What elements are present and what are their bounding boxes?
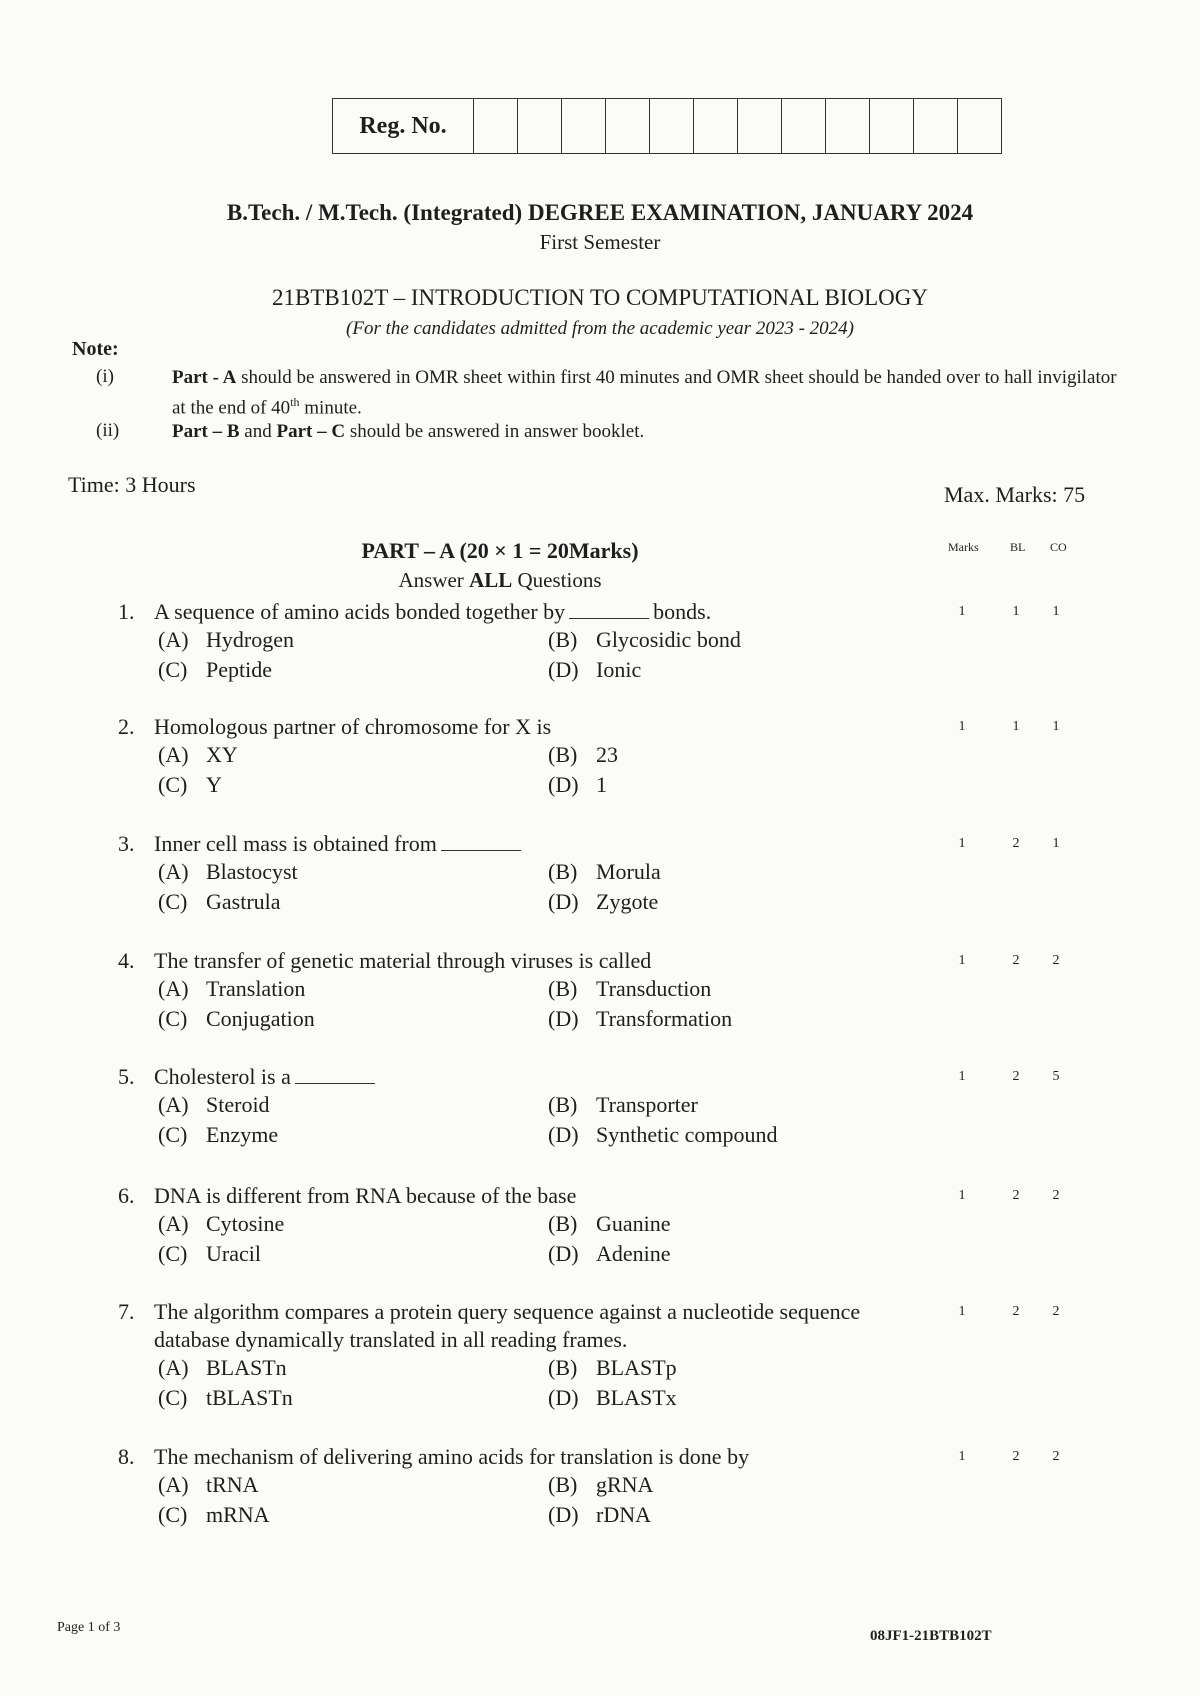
option-tag: (D) — [548, 1385, 579, 1410]
option-text: Translation — [206, 976, 306, 1001]
option-text: Peptide — [206, 657, 272, 682]
option-c — [158, 771, 548, 799]
option-tag: (A) — [158, 1472, 189, 1497]
option-d — [548, 1121, 938, 1149]
question-text-wrap — [154, 1443, 928, 1471]
question-number: 8. — [118, 1444, 135, 1469]
option-a — [158, 741, 548, 769]
reg-no-cell[interactable] — [781, 99, 825, 153]
note-text — [172, 420, 1132, 444]
reg-no-cell[interactable] — [605, 99, 649, 153]
option-a — [158, 1210, 548, 1238]
note-bold: Part - A — [172, 367, 237, 388]
reg-no-cell[interactable] — [649, 99, 693, 153]
option-a — [158, 1471, 548, 1499]
option-text: Uracil — [206, 1241, 261, 1266]
semester: First Semester — [539, 230, 661, 254]
option-text: 23 — [596, 742, 618, 767]
option-d — [548, 1005, 938, 1033]
question-stem — [118, 713, 928, 741]
option-tag: (C) — [158, 889, 188, 914]
question-bl: 1 — [1012, 604, 1020, 619]
question-text-wrap — [154, 830, 928, 858]
question-number: 2. — [118, 714, 135, 739]
question-marks: 1 — [958, 604, 966, 619]
option-text: Transformation — [596, 1006, 733, 1031]
option-c — [158, 1501, 548, 1529]
option-c — [158, 1240, 548, 1268]
option-tag: (B) — [548, 1211, 578, 1236]
note-body: should be answered in OMR sheet within first 40 minutes and OMR sheet should be handed over to hall invigilator at the end of 40 — [172, 367, 1117, 419]
option-text: Zygote — [596, 889, 659, 914]
option-d — [548, 1240, 938, 1268]
question-number: 1. — [118, 599, 135, 624]
option-tag: (A) — [158, 976, 189, 1001]
option-tag: (D) — [548, 1502, 579, 1527]
option-c — [158, 888, 548, 916]
question-marks: 1 — [958, 1304, 966, 1319]
option-tag: (C) — [158, 1502, 188, 1527]
option-text: BLASTx — [596, 1385, 677, 1410]
option-text: Steroid — [206, 1092, 270, 1117]
option-a — [158, 975, 548, 1003]
option-b — [548, 741, 938, 769]
option-text: Transporter — [596, 1092, 698, 1117]
question-bl: 2 — [1012, 1069, 1020, 1084]
reg-no-cell[interactable] — [913, 99, 957, 153]
option-text: Guanine — [596, 1211, 671, 1236]
question-number: 3. — [118, 831, 135, 856]
option-tag: (A) — [158, 1211, 189, 1236]
option-tag: (B) — [548, 627, 578, 652]
question-text-wrap — [154, 947, 928, 975]
option-b — [548, 1471, 938, 1499]
note-num: (ii) — [96, 420, 120, 441]
reg-no-box — [332, 98, 1002, 154]
question-text-after: bonds. — [653, 599, 712, 624]
option-tag: (A) — [158, 742, 189, 767]
instr-pre: Answer — [398, 568, 470, 592]
reg-no-cell[interactable] — [561, 99, 605, 153]
time-duration: Time: 3 Hours — [68, 472, 196, 497]
question-stem — [118, 1298, 928, 1354]
option-b — [548, 1354, 938, 1382]
option-b — [548, 1210, 938, 1238]
col-header-co: CO — [1050, 540, 1067, 554]
option-a — [158, 1091, 548, 1119]
instr-post: Questions — [512, 568, 602, 592]
options — [158, 1091, 928, 1149]
question-number: 6. — [118, 1183, 135, 1208]
paper-code: 08JF1-21BTB102T — [870, 1628, 992, 1644]
option-text: Y — [206, 772, 222, 797]
option-tag: (D) — [548, 657, 579, 682]
question-co: 2 — [1052, 1304, 1060, 1319]
question-number: 5. — [118, 1064, 135, 1089]
option-text: rDNA — [596, 1502, 651, 1527]
question-1 — [118, 598, 928, 684]
option-b — [548, 858, 938, 886]
reg-no-cell[interactable] — [517, 99, 561, 153]
question-marks: 1 — [958, 1069, 966, 1084]
options — [158, 626, 928, 684]
question-marks: 1 — [958, 836, 966, 851]
option-d — [548, 888, 938, 916]
question-2 — [118, 713, 928, 799]
answer-blank — [569, 600, 649, 619]
option-text: BLASTp — [596, 1355, 677, 1380]
question-co: 1 — [1052, 719, 1060, 734]
question-co: 2 — [1052, 953, 1060, 968]
question-text: Homologous partner of chromosome for X is — [154, 714, 552, 739]
part-a-title: PART – A (20 × 1 = 20Marks) — [361, 538, 639, 563]
question-text-wrap — [154, 598, 928, 626]
question-text: The mechanism of delivering amino acids for translation is done by — [154, 1444, 750, 1469]
option-c — [158, 1005, 548, 1033]
option-text: Enzyme — [206, 1122, 279, 1147]
question-bl: 2 — [1012, 1304, 1020, 1319]
option-text: tRNA — [206, 1472, 259, 1497]
question-text-wrap — [154, 1298, 928, 1354]
note-item-2 — [96, 420, 1132, 444]
question-stem — [118, 598, 928, 626]
question-number: 7. — [118, 1299, 135, 1324]
option-c — [158, 656, 548, 684]
col-header-bl: BL — [1010, 540, 1026, 554]
question-co: 1 — [1052, 836, 1060, 851]
reg-no-cells — [473, 98, 1002, 154]
note-bold: Part – B — [172, 421, 240, 442]
question-co: 5 — [1052, 1069, 1060, 1084]
question-bl: 2 — [1012, 1449, 1020, 1464]
question-3 — [118, 830, 928, 916]
reg-no-cell[interactable] — [474, 99, 517, 153]
option-text: Blastocyst — [206, 859, 298, 884]
option-tag: (C) — [158, 1006, 188, 1031]
question-text-wrap — [154, 713, 928, 741]
option-a — [158, 626, 548, 654]
question-4 — [118, 947, 928, 1033]
option-d — [548, 771, 938, 799]
reg-no-label: Reg. No. — [332, 98, 473, 154]
question-co: 2 — [1052, 1188, 1060, 1203]
option-text: 1 — [596, 772, 607, 797]
option-tag: (A) — [158, 1355, 189, 1380]
question-text: Inner cell mass is obtained from — [154, 831, 437, 856]
option-tag: (C) — [158, 1122, 188, 1147]
option-text: Conjugation — [206, 1006, 315, 1031]
reg-no-cell[interactable] — [869, 99, 913, 153]
question-bl: 2 — [1012, 953, 1020, 968]
note-label: Note: — [72, 338, 119, 360]
question-text: DNA is different from RNA because of the base — [154, 1183, 577, 1208]
option-b — [548, 1091, 938, 1119]
question-number: 4. — [118, 948, 135, 973]
option-text: gRNA — [596, 1472, 654, 1497]
question-marks: 1 — [958, 719, 966, 734]
option-tag: (C) — [158, 657, 188, 682]
note-sup: th — [290, 395, 300, 409]
option-b — [548, 626, 938, 654]
option-tag: (B) — [548, 742, 578, 767]
option-text: tBLASTn — [206, 1385, 293, 1410]
question-bl: 2 — [1012, 836, 1020, 851]
reg-no-cell[interactable] — [737, 99, 781, 153]
option-d — [548, 656, 938, 684]
option-tag: (C) — [158, 1385, 188, 1410]
options — [158, 1210, 928, 1268]
option-tag: (C) — [158, 772, 188, 797]
answer-blank — [441, 832, 521, 851]
question-stem — [118, 947, 928, 975]
options — [158, 975, 928, 1033]
part-a-instruction — [0, 568, 1000, 593]
course-title: 21BTB102T – INTRODUCTION TO COMPUTATIONAL BIOLOGY — [272, 285, 928, 310]
question-text-wrap — [154, 1182, 928, 1210]
note-mid: and — [239, 421, 277, 442]
option-tag: (D) — [548, 1006, 579, 1031]
col-header-marks: Marks — [948, 540, 979, 554]
question-bl: 1 — [1012, 719, 1020, 734]
exam-title: B.Tech. / M.Tech. (Integrated) DEGREE EXAMINATION, JANUARY 2024 — [226, 200, 974, 225]
reg-no-cell[interactable] — [825, 99, 869, 153]
question-8 — [118, 1443, 928, 1529]
note-item-1 — [96, 366, 1132, 420]
option-text: Hydrogen — [206, 627, 294, 652]
option-text: Glycosidic bond — [596, 627, 741, 652]
question-bl: 2 — [1012, 1188, 1020, 1203]
option-d — [548, 1384, 938, 1412]
option-tag: (B) — [548, 1355, 578, 1380]
options — [158, 858, 928, 916]
reg-no-cell[interactable] — [693, 99, 737, 153]
option-tag: (D) — [548, 772, 579, 797]
question-marks: 1 — [958, 1188, 966, 1203]
question-text: The transfer of genetic material through viruses is called — [154, 948, 652, 973]
option-text: Gastrula — [206, 889, 281, 914]
max-marks: Max. Marks: 75 — [944, 482, 1086, 507]
option-text: XY — [206, 742, 238, 767]
option-tag: (B) — [548, 976, 578, 1001]
instr-bold: ALL — [469, 568, 513, 592]
note-num: (i) — [96, 366, 114, 387]
question-6 — [118, 1182, 928, 1268]
options — [158, 1471, 928, 1529]
admitted-note: (For the candidates admitted from the academic year 2023 - 2024) — [346, 318, 854, 339]
option-text: BLASTn — [206, 1355, 287, 1380]
option-tag: (B) — [548, 1472, 578, 1497]
option-text: Synthetic compound — [596, 1122, 778, 1147]
question-7 — [118, 1298, 928, 1412]
note-tail: minute. — [299, 397, 362, 419]
option-d — [548, 1501, 938, 1529]
question-text: A sequence of amino acids bonded together by — [154, 599, 566, 624]
option-text: Adenine — [596, 1241, 671, 1266]
question-stem — [118, 1182, 928, 1210]
note-text — [172, 366, 1132, 420]
question-co: 2 — [1052, 1449, 1060, 1464]
question-text: Cholesterol is a — [154, 1064, 291, 1089]
reg-no-cell[interactable] — [957, 99, 1001, 153]
option-text: Transduction — [596, 976, 712, 1001]
question-text: The algorithm compares a protein query sequence against a nucleotide sequence database dynamically translated in all reading frames. — [154, 1299, 861, 1352]
question-marks: 1 — [958, 1449, 966, 1464]
option-a — [158, 858, 548, 886]
options — [158, 1354, 928, 1412]
option-tag: (A) — [158, 627, 189, 652]
option-tag: (A) — [158, 1092, 189, 1117]
option-text: Ionic — [596, 657, 642, 682]
question-stem — [118, 830, 928, 858]
option-tag: (B) — [548, 1092, 578, 1117]
option-c — [158, 1121, 548, 1149]
question-text-wrap — [154, 1063, 928, 1091]
question-marks: 1 — [958, 953, 966, 968]
option-tag: (D) — [548, 1122, 579, 1147]
note-body: should be answered in answer booklet. — [345, 421, 645, 442]
question-co: 1 — [1052, 604, 1060, 619]
question-stem — [118, 1443, 928, 1471]
option-b — [548, 975, 938, 1003]
option-text: Cytosine — [206, 1211, 285, 1236]
option-text: Morula — [596, 859, 661, 884]
option-tag: (D) — [548, 889, 579, 914]
option-text: mRNA — [206, 1502, 270, 1527]
question-5 — [118, 1063, 928, 1149]
option-c — [158, 1384, 548, 1412]
options — [158, 741, 928, 799]
answer-blank — [295, 1065, 375, 1084]
question-stem — [118, 1063, 928, 1091]
option-tag: (D) — [548, 1241, 579, 1266]
option-tag: (A) — [158, 859, 189, 884]
option-tag: (C) — [158, 1241, 188, 1266]
option-tag: (B) — [548, 859, 578, 884]
option-a — [158, 1354, 548, 1382]
page-number: Page 1 of 3 — [57, 1620, 121, 1635]
note-bold-2: Part – C — [276, 421, 346, 442]
